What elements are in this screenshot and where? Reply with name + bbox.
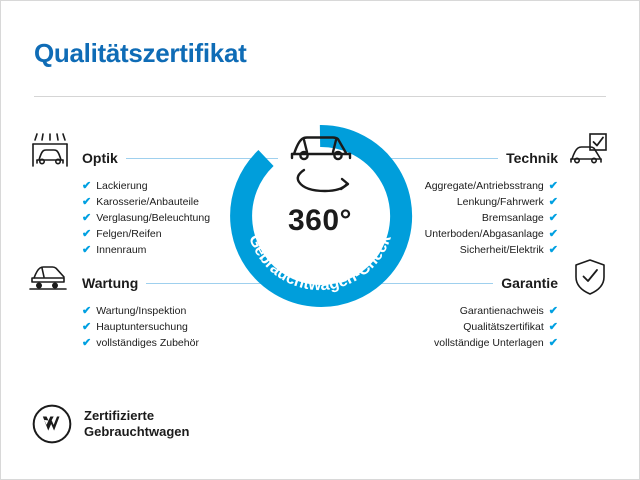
check-icon: ✔ [82,336,92,349]
list-item [358,319,558,335]
check-icon: ✔ [548,304,558,317]
list-item-label: Karosserie/Anbauteile [96,196,199,208]
check-icon: ✔ [548,195,558,208]
footer-text [84,408,189,440]
list-item-label: Qualitätszertifikat [463,321,544,333]
shield-check-icon [572,258,608,301]
svg-text:Gebrauchtwagen-Check: Gebrauchtwagen-Check [245,232,395,295]
list-item-label: vollständiges Zubehör [96,337,199,349]
check-icon: ✔ [548,243,558,256]
check-icon: ✔ [548,211,558,224]
list-item-label: Felgen/Reifen [96,228,162,240]
list-item-label: Verglasung/Beleuchtung [96,212,211,224]
list-item-label: Lackierung [96,180,148,192]
list-item-label: Garantienachweis [459,305,544,317]
section-label-technik: Technik [506,150,558,166]
list-item-label: Innenraum [96,244,147,256]
list-item [358,335,558,351]
footer-line-2: Gebrauchtwagen [84,424,190,439]
badge-degrees: 360° [287,204,353,237]
section-label-garantie: Garantie [501,275,558,291]
check-icon: ✔ [82,227,92,240]
check-icon: ✔ [82,243,92,256]
list-item-label: vollständige Unterlagen [434,337,544,349]
list-item-label: Aggregate/Antriebsstrang [424,180,544,192]
check-icon: ✔ [548,179,558,192]
check-icon: ✔ [548,336,558,349]
check-icon: ✔ [82,304,92,317]
list-item-label: Lenkung/Fahrwerk [456,196,544,208]
check-icon: ✔ [82,179,92,192]
list-item-label: Sicherheit/Elektrik [459,244,544,256]
list-item [82,319,282,335]
page-title: Qualitätszertifikat [34,38,247,68]
car-check-icon [568,132,614,177]
car-lift-icon [28,258,74,299]
list-item-label: Bremsanlage [481,212,544,224]
check-icon: ✔ [82,195,92,208]
list-item-label: Wartung/Inspektion [96,305,187,317]
list-item [82,335,282,351]
check-icon: ✔ [82,320,92,333]
check-icon: ✔ [82,211,92,224]
check-icon: ✔ [548,227,558,240]
section-label-wartung: Wartung [82,275,139,291]
vw-logo [32,404,72,444]
section-label-optik: Optik [82,150,118,166]
list-item-label: Unterboden/Abgasanlage [424,228,544,240]
title-divider [34,96,606,97]
footer-brand [32,404,189,444]
car-wash-icon [28,132,74,177]
footer-line-1: Zertifizierte [84,408,155,423]
list-item-label: Hauptuntersuchung [96,321,188,333]
360-check-badge [222,118,418,314]
check-icon: ✔ [548,320,558,333]
